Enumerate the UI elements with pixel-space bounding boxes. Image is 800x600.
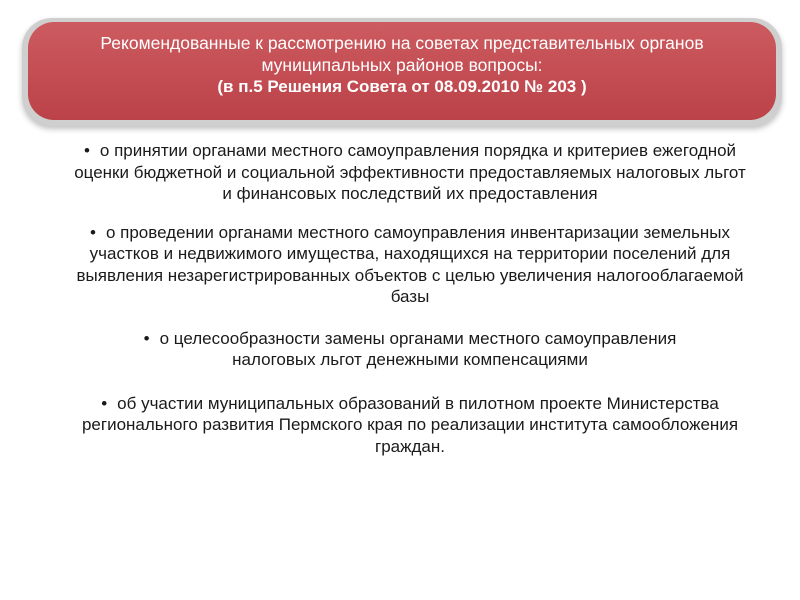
list-item xyxy=(60,393,760,458)
list-item xyxy=(60,222,760,308)
list-item-text: о принятии органами местного самоуправления порядка и критериев ежегодной оценки бюджетной и социальной эффективности предоставляемых налоговых льгот и финансовых последствий их предоставления xyxy=(74,141,746,203)
bullet-marker: • xyxy=(143,328,150,348)
bullet-list xyxy=(60,140,760,473)
list-item-text: о проведении органами местного самоуправления инвентаризации земельных участков и недвижимого имущества, находящихся на территории поселений для выявления незарегистрированных объектов с целью увеличения налогооблагаемой базы xyxy=(76,222,744,306)
bullet-marker: • xyxy=(101,393,108,413)
header-reference: (в п.5 Решения Совета от 08.09.2010 № 203 ) xyxy=(217,77,587,96)
bullet-marker: • xyxy=(90,222,96,242)
header-title-line-2: муниципальных районов вопросы: xyxy=(261,55,543,75)
header-banner xyxy=(28,22,776,120)
list-item xyxy=(60,140,760,205)
bullet-marker: • xyxy=(83,141,90,160)
list-item-text: об участии муниципальных образований в пилотном проекте Министерства регионального развития Пермского края по реализации института самообложения граждан. xyxy=(81,393,739,456)
header-title-line-1: Рекомендованные к рассмотрению на советах представительных органов xyxy=(100,33,704,53)
list-item-text: о целесообразности замены органами местного самоуправления налоговых льгот денежными компенсациями xyxy=(159,328,677,369)
list-item xyxy=(60,328,760,371)
